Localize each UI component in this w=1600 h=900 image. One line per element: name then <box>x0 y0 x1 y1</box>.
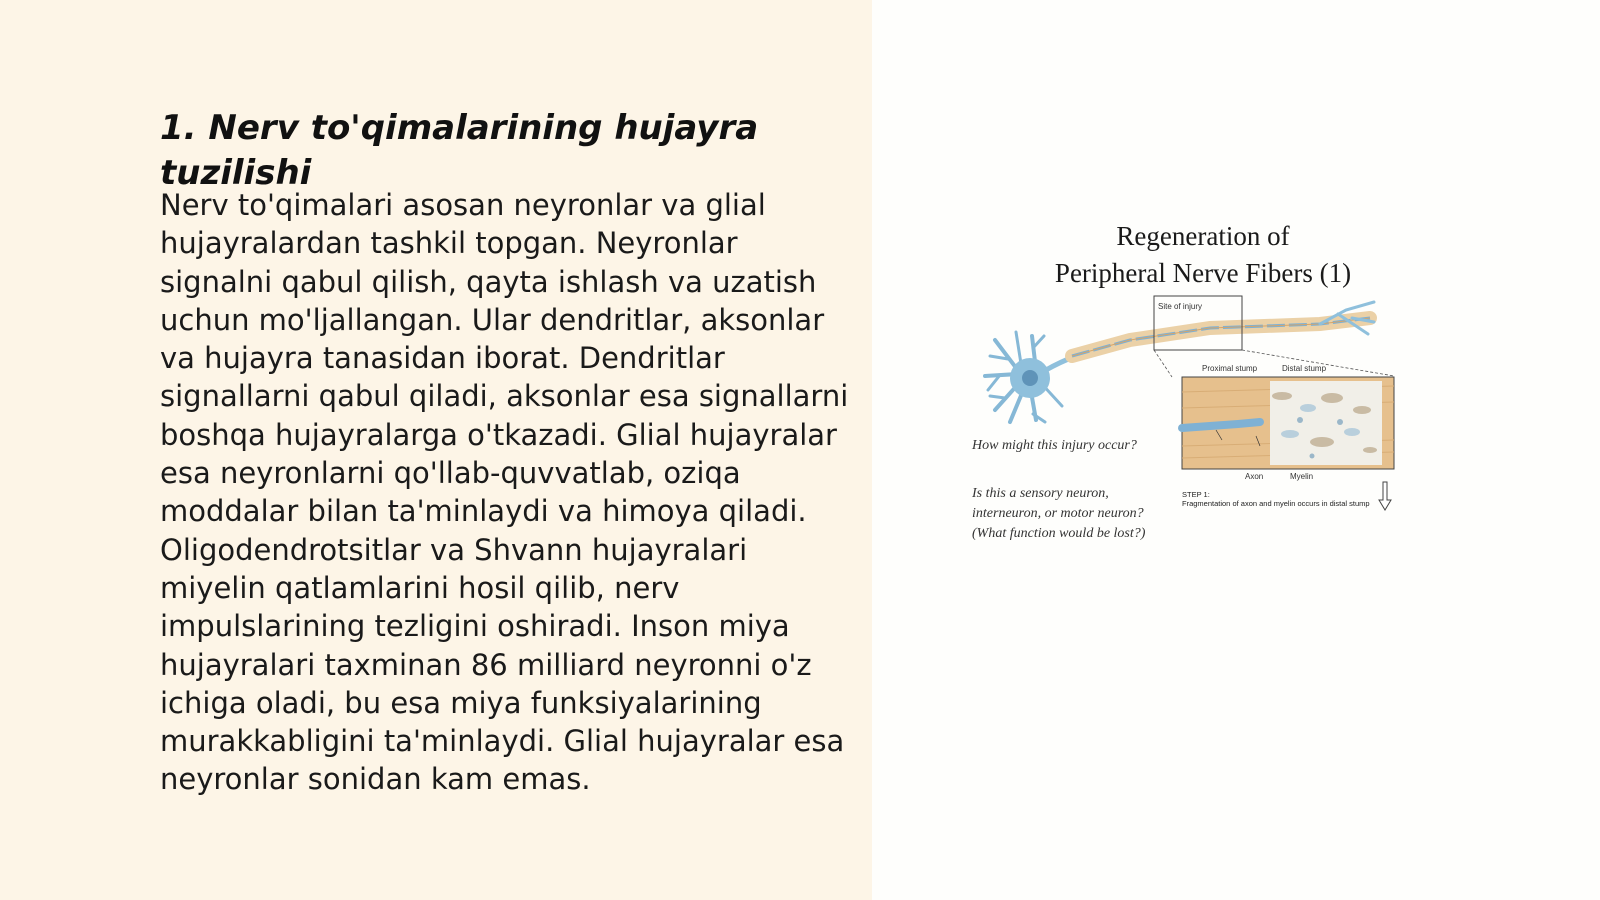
myelin-label: Myelin <box>1290 472 1314 481</box>
neuron-type-question: Is this a sensory neuron, interneuron, or motor neuron? (What function would be lost?) <box>972 486 1146 541</box>
step-arrow-icon <box>1379 482 1391 510</box>
step-description: Fragmentation of axon and myelin occurs in distal stump <box>1182 499 1370 508</box>
proximal-stump-label: Proximal stump <box>1202 364 1258 373</box>
distal-stump-label: Distal stump <box>1282 364 1327 373</box>
slide-body-text: Nerv to'qimalari asosan neyronlar va glial hujayralardan tashkil topgan. Neyronlar signalni qabul qilish, qayta ishlash va uzatish uchun mo'ljallangan. Ular dendritlar, aksonlar va hujayra tanasidan iborat. Dendritlar signallarni qabul qiladi, aksonlar esa signallarni boshqa hujayralarga o'tkazadi. Glial hujayralar esa neyronlarni qo'llab-quvvatlab, oziqa moddalar bilan ta'minlaydi va himoya qiladi. Oligodendrotsitlar va Shvann hujayralari miyelin qatlamlarini hosil qilib, nerv impulslarining tezligini oshiradi. Inson miya hujayralari taxminan 86 milliard neyronni o'z ichiga oladi, bu esa miya funksiyalarining murakkabligini ta'minlaydi. Glial hujayralar esa neyronlar sonidan kam emas. <box>160 188 849 797</box>
slide-title: 1. Nerv to'qimalarining hujayra tuzilishi <box>160 108 759 193</box>
step-label: STEP 1: <box>1182 490 1210 499</box>
axon-label: Axon <box>1245 472 1264 481</box>
figure-title-line2: Peripheral Nerve Fibers (1) <box>1054 258 1352 288</box>
injury-question: How might this injury occur? <box>972 438 1137 453</box>
nerve-regeneration-figure <box>960 210 1420 570</box>
zoomed-injury-panel <box>1182 377 1394 469</box>
injury-site-label: Site of injury <box>1158 302 1203 311</box>
figure-title-line1: Regeneration of <box>1116 221 1290 251</box>
